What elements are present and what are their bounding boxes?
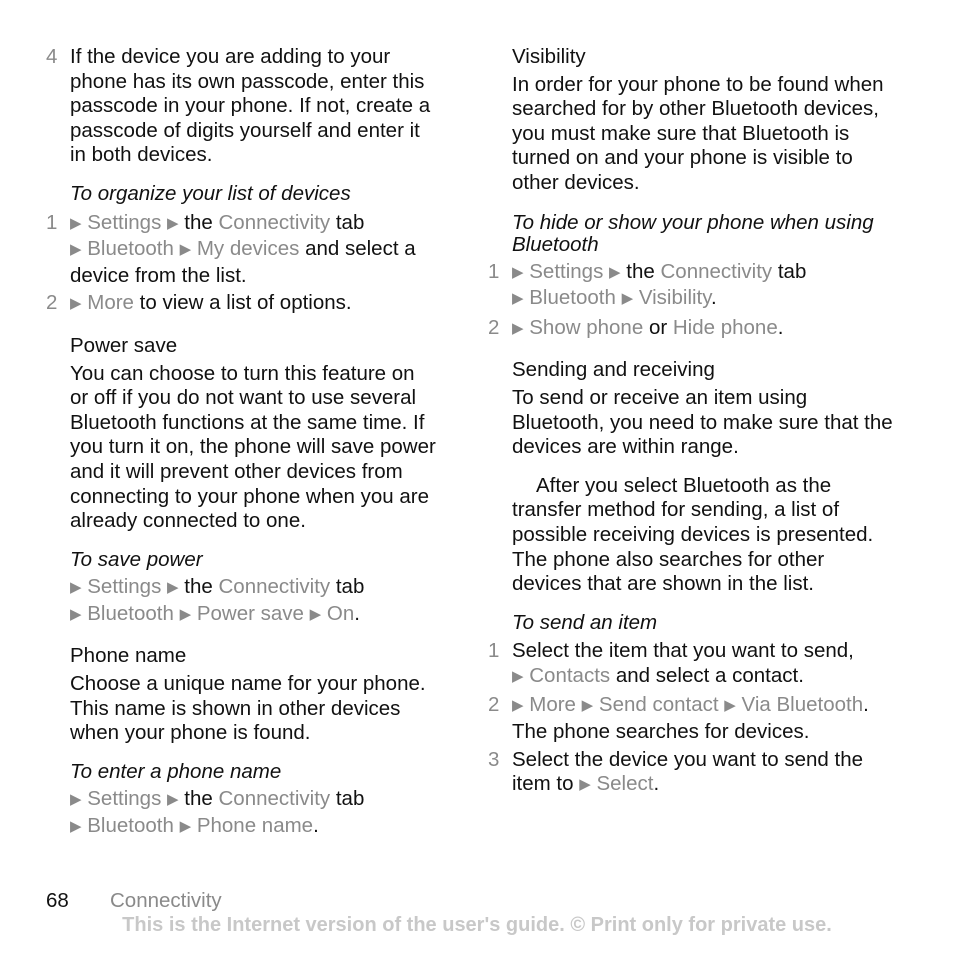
phone-name-header: Phone name (70, 644, 187, 668)
menu-bluetooth: Bluetooth (87, 237, 174, 261)
menu-settings: Settings (87, 787, 162, 811)
text-phone-searches: . The phone searches for devices. (512, 693, 869, 744)
step-number: 1 (46, 210, 58, 234)
menu-send-contact: Send contact (598, 693, 719, 717)
arrow-right-icon: ▶ (512, 697, 524, 715)
arrow-right-icon: ▶ (512, 319, 524, 337)
step-number: 2 (488, 693, 500, 717)
arrow-right-icon: ▶ (621, 290, 634, 308)
menu-more: More (529, 693, 576, 717)
arrow-right-icon: ▶ (167, 214, 179, 232)
organize-step-1 (46, 211, 436, 289)
menu-bluetooth: Bluetooth (529, 286, 616, 310)
menu-more: More (87, 291, 134, 315)
text-and-select: and select a device from the list. (70, 237, 416, 287)
menu-power-save: Power save (196, 601, 304, 625)
right-column (488, 45, 898, 799)
menu-bluetooth: Bluetooth (87, 814, 174, 838)
text-tab: tab (335, 787, 365, 811)
step-number: 2 (488, 315, 500, 339)
menu-via-bluetooth: Via Bluetooth (741, 693, 864, 717)
send-step-2 (488, 693, 898, 744)
enter-phone-name-title: To enter a phone name (70, 759, 282, 783)
send-step-3: 3 Select the device you want to send the item to ▶ Select. (488, 747, 864, 796)
menu-connectivity: Connectivity (218, 210, 331, 234)
step-text: If the device you are adding to your phone has its own passcode, enter this passcode in your phone. If not, create a passcode of digits yourself and enter it in both devices. (70, 45, 431, 167)
hide-show-step-2: 2 ▶ Show phone or Hide phone. (488, 315, 784, 339)
organize-devices-title: To organize your list of devices (70, 181, 351, 205)
save-power-title: To save power (70, 547, 203, 571)
save-power-steps: ▶ Settings ▶ the Connectivity tab ▶ Bluetooth ▶ Power save ▶ On. (70, 575, 365, 625)
arrow-right-icon: ▶ (70, 295, 82, 313)
hide-show-step-1: 1 ▶ Settings ▶ the Connectivity tab ▶ Bluetooth ▶ Visibility. (488, 259, 807, 310)
phone-name-text: Choose a unique name for your phone. This name is shown in other devices when your phone is found. (70, 672, 426, 745)
menu-settings: Settings (87, 210, 162, 234)
text-the: the (184, 787, 213, 811)
section-name: Connectivity (110, 889, 222, 912)
arrow-right-icon: ▶ (512, 290, 524, 308)
step-text: Select the device you want to send the item to (512, 747, 864, 796)
menu-bluetooth: Bluetooth (87, 601, 174, 625)
arrow-right-icon: ▶ (70, 241, 82, 259)
text-and-select: and select a contact. (615, 663, 804, 687)
arrow-right-icon: ▶ (70, 579, 82, 597)
text-tab: tab (335, 210, 365, 234)
step-number: 3 (488, 747, 500, 771)
menu-settings: Settings (529, 259, 604, 283)
menu-select: Select (596, 772, 654, 796)
power-save-header: Power save (70, 333, 178, 357)
arrow-right-icon: ▶ (167, 579, 179, 597)
power-save-text: You can choose to turn this feature on or off if you do not want to use several Bluetooth functions at the same time. If you turn it on, the phone will save power and it will prevent other devices from connecting to your phone when you are already connected to one. (70, 361, 436, 533)
text-the: the (626, 259, 655, 283)
arrow-right-icon: ▶ (512, 667, 524, 685)
passcode-step (46, 45, 436, 168)
menu-on: On (326, 601, 355, 625)
watermark: This is the Internet version of the user's guide. © Print only for private use. (122, 914, 832, 936)
step-number: 2 (46, 291, 58, 315)
arrow-right-icon: ▶ (70, 818, 82, 836)
send-item-title: To send an item (512, 610, 658, 634)
arrow-right-icon: ▶ (512, 263, 524, 281)
menu-contacts: Contacts (529, 663, 611, 687)
send-step-1 (488, 639, 898, 690)
text-the: the (184, 210, 213, 234)
left-column (46, 45, 436, 841)
arrow-right-icon: ▶ (70, 214, 82, 232)
arrow-right-icon: ▶ (581, 697, 594, 715)
menu-connectivity: Connectivity (218, 575, 331, 599)
arrow-right-icon: ▶ (179, 818, 192, 836)
organize-step-2 (46, 291, 436, 318)
arrow-right-icon: ▶ (579, 776, 591, 794)
arrow-right-icon: ▶ (167, 791, 179, 809)
visibility-text: In order for your phone to be found when searched for by other Bluetooth devices, you must make sure that Bluetooth is turned on and your phone is visible to other devices. (512, 72, 884, 194)
menu-connectivity: Connectivity (218, 787, 331, 811)
step-number: 1 (488, 639, 500, 663)
arrow-right-icon: ▶ (179, 241, 192, 259)
text-to-view: to view a list of options. (139, 291, 352, 315)
menu-connectivity: Connectivity (660, 259, 773, 283)
after-text-content: After you select Bluetooth as the transfer method for sending, a list of possible receiving devices is presented. The phone also searches for other devices that are shown in the list. (512, 473, 874, 596)
arrow-right-icon: ▶ (724, 697, 736, 715)
text-the: the (184, 575, 213, 599)
arrow-right-icon: ▶ (179, 605, 192, 623)
text-tab: tab (777, 259, 807, 283)
menu-show-phone: Show phone (529, 315, 644, 339)
menu-settings: Settings (87, 575, 162, 599)
visibility-header: Visibility (512, 45, 586, 68)
menu-my-devices: My devices (196, 237, 300, 261)
sending-header: Sending and receiving (512, 358, 715, 382)
arrow-right-icon: ▶ (609, 263, 621, 281)
step-number: 4 (46, 45, 58, 68)
page-number: 68 (46, 889, 69, 912)
text-or: or (648, 315, 668, 339)
menu-hide-phone: Hide phone (672, 315, 778, 339)
enter-phone-name-steps: ▶ Settings ▶ the Connectivity tab ▶ Bluetooth ▶ Phone name. (70, 787, 365, 838)
arrow-right-icon: ▶ (309, 605, 322, 623)
text-tab: tab (335, 575, 365, 599)
sending-text: To send or receive an item using Bluetooth, you need to make sure that the devices are within range. (512, 385, 893, 459)
step-text: Select the item that you want to send, (512, 639, 854, 663)
step-number: 1 (488, 259, 500, 283)
after-text (512, 474, 898, 597)
hide-show-title: To hide or show your phone when using Bluetooth (512, 210, 874, 256)
arrow-right-icon: ▶ (70, 791, 82, 809)
menu-visibility: Visibility (638, 286, 711, 310)
arrow-right-icon: ▶ (70, 605, 82, 623)
menu-phone-name: Phone name (196, 814, 314, 838)
